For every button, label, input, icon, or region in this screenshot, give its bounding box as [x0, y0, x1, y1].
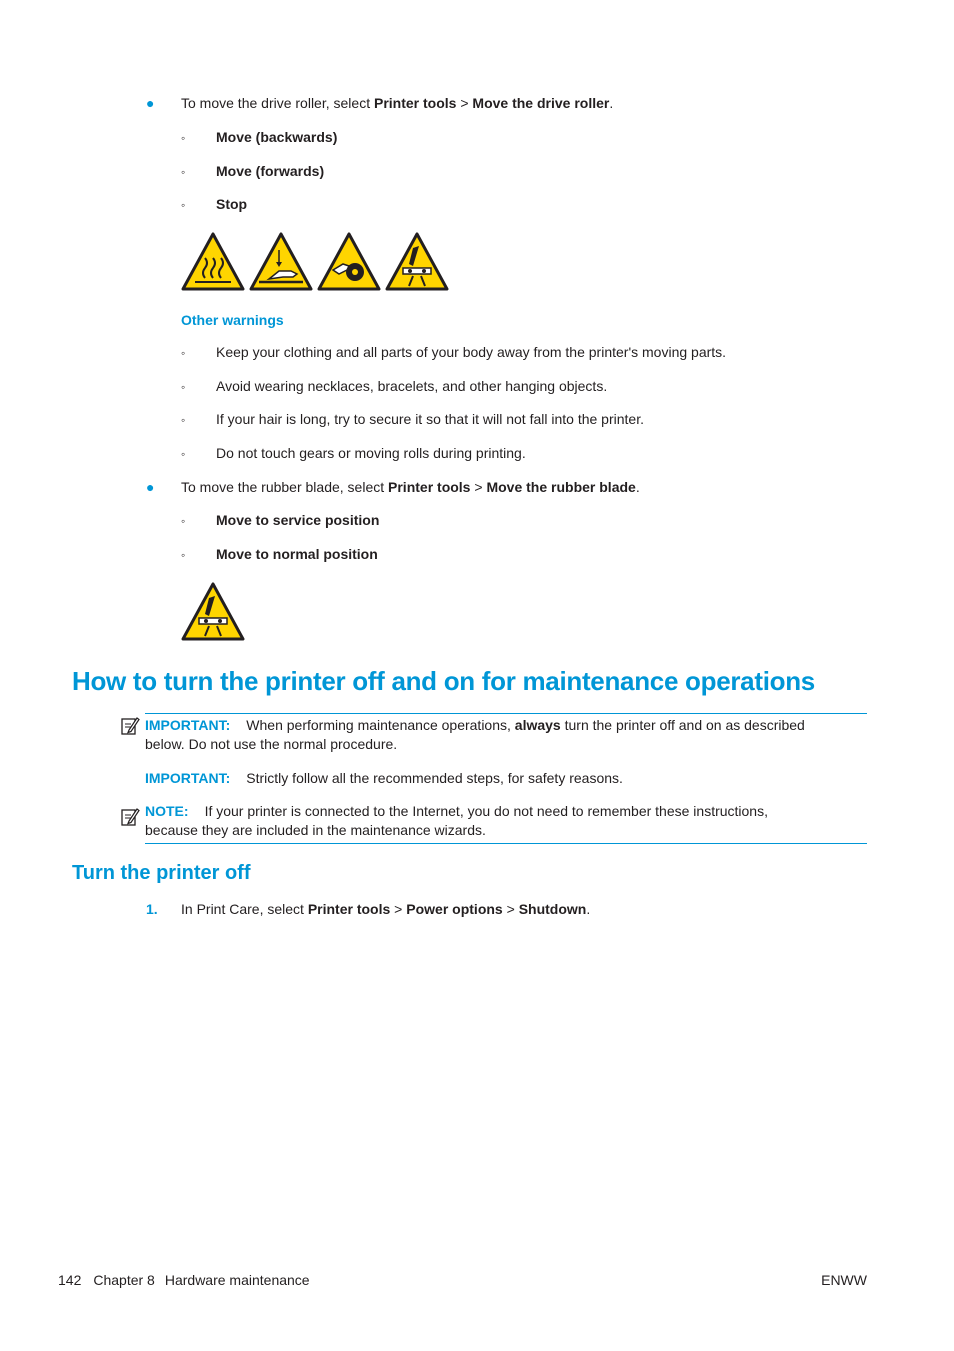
hand-pinch-roller-warning-icon — [385, 232, 449, 291]
warning-item: If your hair is long, try to secure it so that it will not fall into the printer. — [216, 411, 644, 427]
sub-bullet: ◦ — [181, 514, 186, 528]
divider — [145, 843, 867, 844]
gear-entanglement-warning-icon — [317, 232, 381, 291]
hand-crush-warning-icon — [249, 232, 313, 291]
step-number: 1. — [146, 901, 158, 917]
option-move-forwards: Move (forwards) — [216, 163, 325, 179]
divider — [145, 713, 867, 714]
sub-bullet: ◦ — [181, 548, 186, 562]
sub-bullet: ◦ — [181, 165, 186, 179]
note-icon — [120, 807, 140, 827]
hot-surface-warning-icon — [181, 232, 245, 291]
sub-bullet: ◦ — [181, 198, 186, 212]
warning-item: Keep your clothing and all parts of your body away from the printer's moving parts. — [216, 344, 727, 360]
important-callout-1-line2: below. Do not use the normal procedure. — [145, 736, 398, 752]
bullet-dot: ● — [146, 95, 155, 111]
step-instruction: In Print Care, select Printer tools > Power options > Shutdown. — [181, 901, 591, 917]
other-warnings-heading: Other warnings — [181, 312, 284, 328]
subsection-title: Turn the printer off — [72, 862, 251, 884]
bullet-dot: ● — [146, 479, 155, 495]
hand-pinch-roller-warning-icon — [181, 582, 245, 641]
warning-item: Avoid wearing necklaces, bracelets, and other hanging objects. — [216, 378, 608, 394]
chapter-label: Chapter 8 — [93, 1272, 155, 1288]
page-footer-left — [58, 1272, 310, 1288]
important-callout-2: IMPORTANT: Strictly follow all the recommended steps, for safety reasons. — [145, 770, 623, 786]
warning-item: Do not touch gears or moving rolls during printing. — [216, 445, 526, 461]
sub-bullet: ◦ — [181, 131, 186, 145]
page-number: 142 — [58, 1272, 82, 1288]
note-callout-line2: because they are included in the maintenance wizards. — [145, 822, 486, 838]
option-service-position: Move to service position — [216, 512, 380, 528]
drive-roller-instruction: To move the drive roller, select Printer tools > Move the drive roller. — [181, 95, 614, 111]
sub-bullet: ◦ — [181, 380, 186, 394]
sub-bullet: ◦ — [181, 413, 186, 427]
option-move-backwards: Move (backwards) — [216, 129, 338, 145]
note-callout: NOTE: If your printer is connected to the Internet, you do not need to remember these instructions, — [145, 803, 768, 819]
important-note-icon — [120, 716, 140, 736]
important-callout-1: IMPORTANT: When performing maintenance operations, always turn the printer off and on as described — [145, 717, 805, 733]
page-footer-right: ENWW — [821, 1272, 867, 1288]
option-stop: Stop — [216, 196, 248, 212]
chapter-title: Hardware maintenance — [164, 1272, 310, 1288]
section-title: How to turn the printer off and on for maintenance operations — [72, 666, 815, 696]
option-normal-position: Move to normal position — [216, 546, 378, 562]
sub-bullet: ◦ — [181, 447, 186, 461]
rubber-blade-instruction: To move the rubber blade, select Printer tools > Move the rubber blade. — [181, 479, 640, 495]
sub-bullet: ◦ — [181, 346, 186, 360]
